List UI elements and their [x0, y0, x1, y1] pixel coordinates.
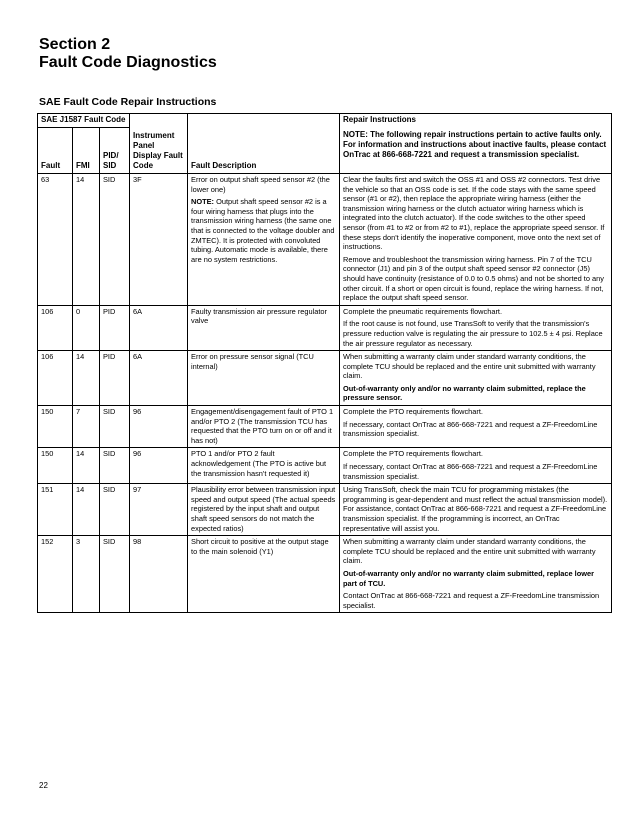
fault-cell: 106 [38, 305, 73, 350]
note-label: NOTE: [191, 197, 215, 207]
header-instrument-code: Instrument Panel Display Fault Code [130, 114, 188, 174]
header-fault: Fault [38, 128, 73, 174]
fmi-cell: 3 [73, 536, 100, 613]
fault-cell: 152 [38, 536, 73, 613]
repair-paragraph: Using TransSoft, check the main TCU for programming mistakes (the programming is gear-dependent and must reflect the actual transmission model). For assistance, contact OnTrac at 866-668-7221 and request a ZF-FreedomLine transmission specialist. If the programming is incorrect, an OnTrac representative will assist you. [343, 485, 608, 533]
repair-paragraph: Complete the PTO requirements flowchart. [343, 407, 483, 417]
header-repair-instructions [340, 114, 612, 174]
header-row-1 [38, 114, 612, 128]
fmi-cell: 14 [73, 484, 100, 536]
repair-paragraph: Complete the PTO requirements flowchart. [343, 449, 483, 459]
pid-sid-cell: SID [100, 406, 130, 448]
fault-cell: 63 [38, 174, 73, 306]
header-sae-code: SAE J1587 Fault Code [38, 114, 130, 128]
repair-paragraph: Remove and troubleshoot the transmission wiring harness. Pin 7 of the TCU connector (J1) and pin 3 of the output shaft speed sensor #2 connector (J5) should have continuity (resistance of 0.0 to 0.5 ohms) and not be shorted to any other circuit. If a short or open circuit is found, replace the wiring harness. If not, replace the output shaft speed sensor. [343, 254, 604, 303]
section-name: Fault Code Diagnostics [39, 54, 217, 71]
section-number: Section 2 [39, 36, 111, 53]
instrument-code-cell: 96 [130, 448, 188, 484]
repair-paragraph-bold: Out-of-warranty only and/or no warranty claim submitted, replace the pressure sensor. [343, 383, 586, 403]
repair-instructions-cell [340, 536, 612, 613]
table-row [38, 448, 612, 484]
pid-sid-cell: SID [100, 484, 130, 536]
section-title [39, 36, 217, 72]
repair-instructions-cell [340, 305, 612, 350]
repair-instructions-note: NOTE: The following repair instructions pertain to active faults only. For information and instructions about inactive faults, please contact OnTrac at 866-668-7221 and request a transmission specialist. [343, 130, 607, 159]
fault-description-cell: Plausibility error between transmission input speed and output speed (The actual speeds registered by the input shaft and output shaft speed sensors do not match the expected ratios) [188, 484, 340, 536]
fault-description-cell [188, 174, 340, 306]
fault-cell: 150 [38, 406, 73, 448]
instrument-code-cell: 6A [130, 305, 188, 350]
repair-paragraph: When submitting a warranty claim under standard warranty conditions, the complete TCU should be replaced and the entire unit submitted with warranty claim. [343, 352, 596, 381]
table-row [38, 305, 612, 350]
repair-paragraph-bold: Out-of-warranty only and/or no warranty claim submitted, replace lower part of TCU. [343, 568, 594, 588]
repair-paragraph: Contact OnTrac at 866-668-7221 and request a ZF-FreedomLine transmission specialist. [343, 591, 600, 610]
repair-instructions-cell [340, 406, 612, 448]
fault-code-table [37, 113, 612, 613]
header-pid-sid: PID/ SID [100, 128, 130, 174]
repair-paragraph: Clear the faults first and switch the OSS #1 and OSS #2 connectors. Test drive the vehicle so that an OSS code is set. If the code stays with the same speed sensor (#1 or #2), then replace the appropriate wiring harness (either the transmission wiring harness or the clutch actuator wiring harness which is integrated into the clutch actuator). If the code switches to the other speed sensor (from #1 to #2 or from #2 to #1), replace the appropriate speed sensor. If these steps don't identify the inoperative component, move onto the next set of instructions. [343, 175, 605, 252]
repair-paragraph: Complete the pneumatic requirements flowchart. [343, 306, 503, 316]
fault-description-cell: Engagement/disengagement fault of PTO 1 and/or PTO 2 (The transmission TCU has requested that the PTO turn on or off and it has not) [188, 406, 340, 448]
fault-description-cell: Short circuit to positive at the output stage to the main solenoid (Y1) [188, 536, 340, 613]
instrument-code-cell: 97 [130, 484, 188, 536]
header-fmi: FMI [73, 128, 100, 174]
instrument-code-cell: 6A [130, 351, 188, 406]
pid-sid-cell: PID [100, 351, 130, 406]
table-row [38, 484, 612, 536]
fault-description-note [191, 197, 336, 264]
subsection-title: SAE Fault Code Repair Instructions [39, 96, 217, 108]
instrument-code-cell: 96 [130, 406, 188, 448]
fault-description-text: Error on output shaft speed sensor #2 (the lower one) [191, 175, 330, 194]
pid-sid-cell: SID [100, 174, 130, 306]
repair-paragraph: If necessary, contact OnTrac at 866-668-7221 and request a ZF-FreedomLine transmission specialist. [343, 419, 598, 439]
fmi-cell: 7 [73, 406, 100, 448]
page-number: 22 [39, 781, 48, 790]
fmi-cell: 14 [73, 351, 100, 406]
table-row [38, 406, 612, 448]
repair-paragraph: If the root cause is not found, use TransSoft to verify that the transmission's pressure reduction valve is regulating the air pressure to 102.5 ± 4 psi. Replace the air pressure regulator as necessary. [343, 319, 603, 348]
pid-sid-cell: SID [100, 536, 130, 613]
repair-instructions-cell [340, 174, 612, 306]
fault-cell: 106 [38, 351, 73, 406]
fault-description-cell: PTO 1 and/or PTO 2 fault acknowledgement (The PTO is active but the transmission hasn't requested it) [188, 448, 340, 484]
pid-sid-cell: PID [100, 305, 130, 350]
note-text: Output shaft speed sensor #2 is a four wiring harness that plugs into the transmission wiring harness (the same one that is connected to the voltage doubler and ZMTEC). It is protected with convoluted tubing. Automatic mode is available, there are no system restrictions. [191, 197, 335, 264]
fmi-cell: 14 [73, 448, 100, 484]
repair-paragraph: If necessary, contact OnTrac at 866-668-7221 and request a ZF-FreedomLine transmission specialist. [343, 462, 598, 481]
fault-cell: 150 [38, 448, 73, 484]
instrument-code-cell: 3F [130, 174, 188, 306]
fault-description-cell: Error on pressure sensor signal (TCU internal) [188, 351, 340, 406]
repair-instructions-cell [340, 448, 612, 484]
repair-instructions-cell [340, 351, 612, 406]
instrument-code-cell: 98 [130, 536, 188, 613]
repair-instructions-cell [340, 484, 612, 536]
table-row [38, 536, 612, 613]
pid-sid-cell: SID [100, 448, 130, 484]
fault-description-cell: Faulty transmission air pressure regulator valve [188, 305, 340, 350]
table-row [38, 351, 612, 406]
table-row [38, 174, 612, 306]
fault-cell: 151 [38, 484, 73, 536]
header-fault-description: Fault Description [188, 114, 340, 174]
repair-instructions-title: Repair Instructions [343, 115, 416, 124]
repair-paragraph: When submitting a warranty claim under standard warranty conditions, the complete TCU should be replaced and the entire unit submitted with warranty claim. [343, 537, 596, 566]
fmi-cell: 14 [73, 174, 100, 306]
fmi-cell: 0 [73, 305, 100, 350]
